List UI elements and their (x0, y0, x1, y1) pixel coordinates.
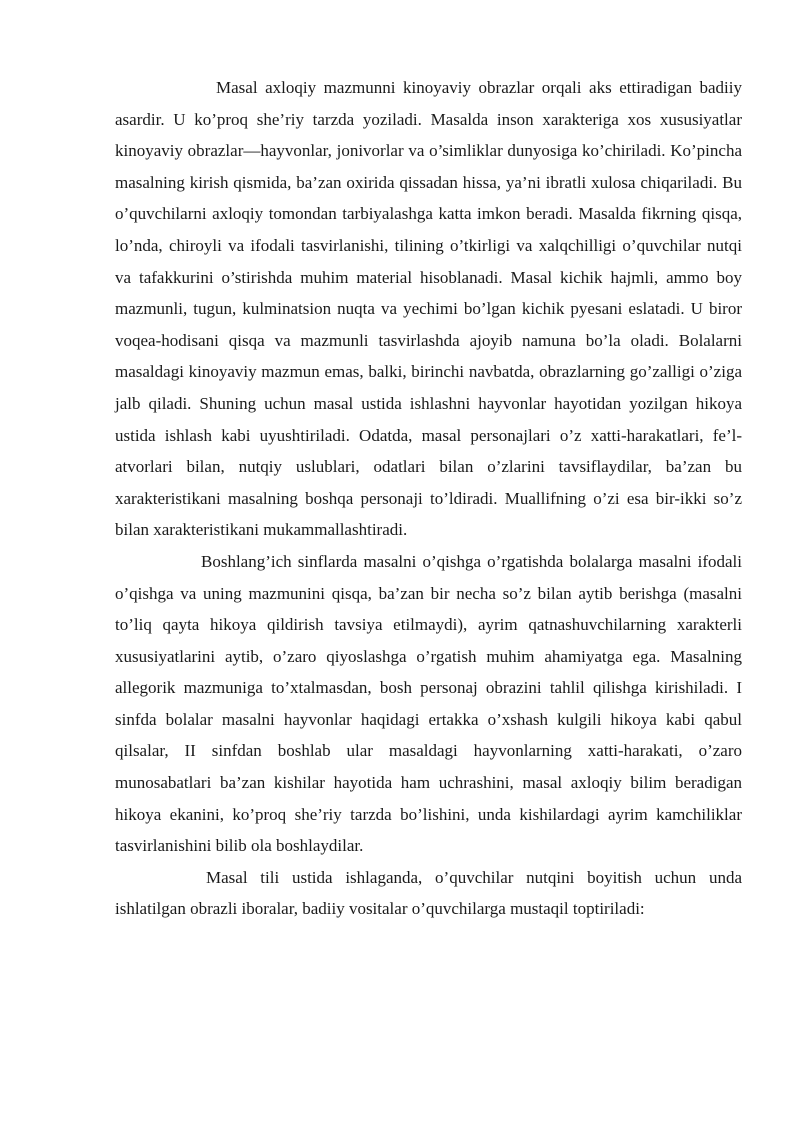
paragraph-primary-classes: Boshlang’ich sinflarda masalni o’qishga o’rgatishda bolalarga masalni ifodali o’qishga va uning mazmunini qisqa, ba’zan bir necha so’z bilan aytib berishga (masalni to’liq qayta hikoya qildirish tavsiya etilmaydi), ayrim qatnashuvchilarning xarakterli xususiyatlarini aytib, o’zaro qiyoslashga o’rgatish muhim ahamiyatga ega. Masalning allegorik mazmuniga to’xtalmasdan, bosh personaj obrazini tahlil qilishga kirishiladi. I sinfda bolalar masalni hayvonlar haqidagi ertakka o’xshash kulgili hikoya kabi qabul qilsalar, II sinfdan boshlab ular masaldagi hayvonlarning xatti-harakati, o’zaro munosabatlari ba’zan kishilar hayotida ham uchrashini, masal axloqiy bilim beradigan hikoya ekanini, ko’proq she’riy tarzda bo’lishini, unda kishilardagi ayrim kamchiliklar tasvirlanishini bilib ola boshlaydilar. (115, 551, 742, 856)
paragraph-language-work: Masal tili ustida ishlaganda, o’quvchilar nutqini boyitish uchun unda ishlatilgan obrazli iboralar, badiiy vositalar o’quvchilarga mustaqil toptiriladi: (115, 867, 742, 919)
paragraph-masal-definition: Masal axloqiy mazmunni kinoyaviy obrazlar orqali aks ettiradigan badiiy asardir. U ko’proq she’riy tarzda yoziladi. Masalda inson xarakteriga xos xususiyatlar kinoyaviy obrazlar—hayvonlar, jonivorlar va o’simliklar dunyosiga ko’chiriladi. Ko’pincha masalning kirish qismida, ba’zan oxirida qissadan hissa, ya’ni ibratli xulosa chiqariladi. Bu o’quvchilarni axloqiy tomondan tarbiyalashga katta imkon beradi. Masalda fikrning qisqa, lo’nda, chiroyli va ifodali tasvirlanishi, tilining o’tkirligi va xalqchilligi o’quvchilar nutqi va tafakkurini o’stirishda muhim material hisoblanadi. Masal kichik hajmli, ammo boy mazmunli, tugun, kulminatsion nuqta va yechimi bo’lgan kichik pyesani eslatadi. U biror voqea-hodisani qisqa va mazmunli tasvirlashda ajoyib namuna bo’la oladi. Bolalarni masaldagi kinoyaviy mazmun emas, balki, birinchi navbatda, obrazlarning go’zalligi o’ziga jalb qiladi. Shuning uchun masal ustida ishlashni hayvonlar hayotidan yozilgan hikoya ustida ishlash kabi uyushtiriladi. Odatda, masal personajlari o’z xatti-harakatlari, fe’l-atvorlari bilan, nutqiy uslublari, odatlari bilan o’zlarini tavsiflaydilar, ba’zan bu xarakteristikani masalning boshqa personaji to’ldiradi. Muallifning o’zi esa bir-ikki so’z bilan xarakteristikani mukammallashtiradi. (115, 78, 742, 540)
body-text (115, 72, 742, 925)
